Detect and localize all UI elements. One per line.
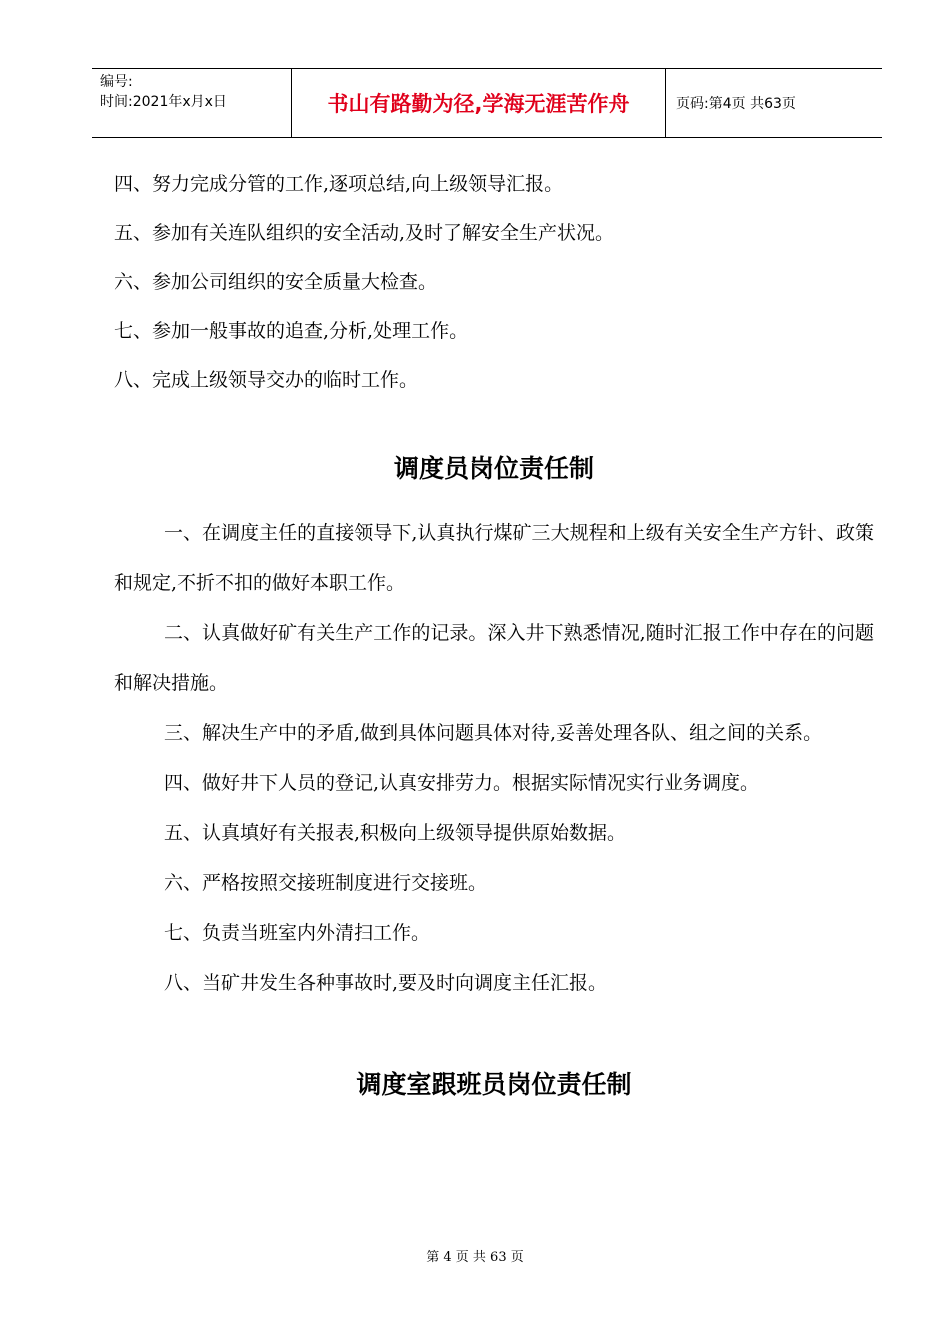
list-item: 四、做好井下人员的登记,认真安排劳力。根据实际情况实行业务调度。 (164, 772, 760, 794)
list-item: 七、参加一般事故的追查,分析,处理工作。 (114, 320, 469, 342)
document-time-label: 时间:2021年x月x日 (100, 94, 227, 110)
list-item: 四、努力完成分管的工作,逐项总结,向上级领导汇报。 (114, 173, 564, 195)
header-meta (92, 69, 292, 137)
list-item: 五、参加有关连队组织的安全活动,及时了解安全生产状况。 (114, 222, 615, 244)
list-item: 五、认真填好有关报表,积极向上级领导提供原始数据。 (164, 822, 627, 844)
dispatcher-duty-list (114, 508, 874, 1008)
page-footer: 第 4 页 共 63 页 (426, 1250, 524, 1265)
continued-duty-list (114, 172, 874, 392)
section-title-shift-follower: 调度室跟班员岗位责任制 (356, 1070, 632, 1099)
list-item: 六、参加公司组织的安全质量大检查。 (114, 271, 438, 293)
header-page-info: 页码:第4页 共63页 (676, 96, 796, 112)
list-item: 六、严格按照交接班制度进行交接班。 (164, 872, 488, 894)
section-title-dispatcher: 调度员岗位责任制 (393, 454, 594, 483)
list-item: 七、负责当班室内外清扫工作。 (164, 922, 431, 944)
list-item: 三、解决生产中的矛盾,做到具体问题具体对待,妥善处理各队、组之间的关系。 (164, 722, 823, 744)
list-item: 八、当矿井发生各种事故时,要及时向调度主任汇报。 (164, 972, 608, 994)
list-item: 八、完成上级领导交办的临时工作。 (114, 369, 419, 391)
document-body (114, 172, 874, 1101)
header-motto: 书山有路勤为径,学海无涯苦作舟 (292, 69, 666, 137)
list-item: 一、在调度主任的直接领导下,认真执行煤矿三大规程和上级有关安全生产方针、政策和规定,不折不扣的做好本职工作。 (114, 522, 874, 594)
page-header (92, 68, 882, 138)
document-number-label: 编号: (100, 74, 133, 90)
list-item: 二、认真做好矿有关生产工作的记录。深入井下熟悉情况,随时汇报工作中存在的问题和解决措施。 (114, 622, 874, 694)
